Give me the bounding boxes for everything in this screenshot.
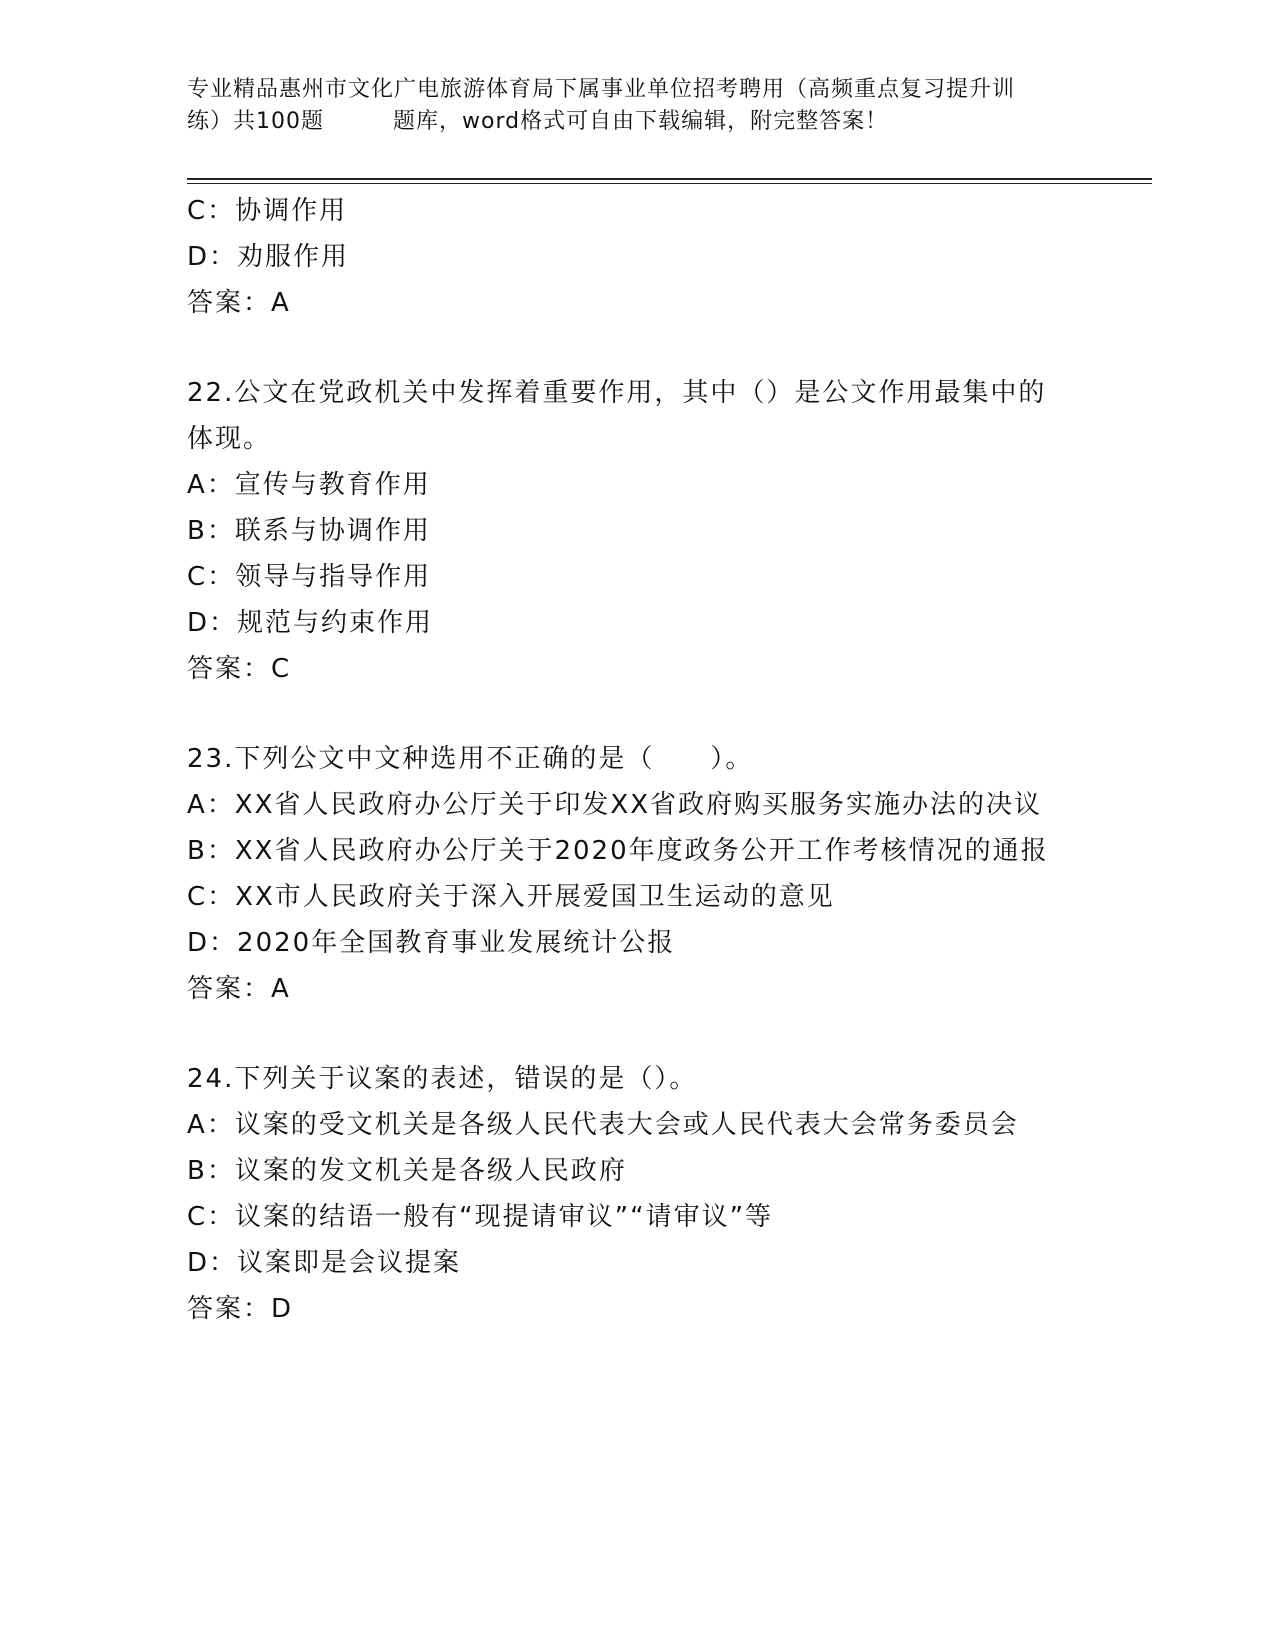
answer-line: 答案：A [187, 288, 291, 318]
option-b: B：议案的发文机关是各级人民政府 [187, 1156, 627, 1186]
answer-line: 答案：A [187, 974, 291, 1004]
header-line-2: 练）共100题 题库，word格式可自由下载编辑，附完整答案！ [187, 109, 889, 134]
header-rule-thin [187, 183, 1152, 184]
question-block-24 [187, 1056, 1147, 1332]
option-c: C：XX市人民政府关于深入开展爱国卫生运动的意见 [187, 882, 835, 912]
option-d: D：议案即是会议提案 [187, 1248, 462, 1278]
option-a: A：议案的受文机关是各级人民代表大会或人民代表大会常务委员会 [187, 1110, 1019, 1140]
option-c: C：议案的结语一般有“现提请审议”“请审议”等 [187, 1202, 774, 1232]
question-stem: 23.下列公文中文种选用不正确的是（ ）。 [187, 744, 754, 774]
header-rule-thick [187, 178, 1152, 180]
question-stem: 22.公文在党政机关中发挥着重要作用，其中（）是公文作用最集中的 [187, 378, 1047, 408]
option-a: A：宣传与教育作用 [187, 470, 431, 500]
option-c: C：协调作用 [187, 196, 348, 226]
option-d: D：规范与约束作用 [187, 608, 434, 638]
question-block-22 [187, 370, 1147, 692]
question-stem: 24.下列关于议案的表述，错误的是（）。 [187, 1064, 698, 1094]
question-list [187, 188, 1147, 1332]
option-c: C：领导与指导作用 [187, 562, 432, 592]
header-line-1: 专业精品惠州市文化广电旅游体育局下属事业单位招考聘用（高频重点复习提升训 [187, 77, 1016, 102]
answer-line: 答案：D [187, 1294, 294, 1324]
answer-line: 答案：C [187, 654, 292, 684]
option-b: B：联系与协调作用 [187, 516, 431, 546]
option-b: B：XX省人民政府办公厅关于2020年度政务公开工作考核情况的通报 [187, 836, 1049, 866]
question-block-prev [187, 188, 1147, 326]
option-a: A：XX省人民政府办公厅关于印发XX省政府购买服务实施办法的决议 [187, 790, 1043, 820]
page-header [187, 74, 1087, 138]
option-d: D：劝服作用 [187, 242, 350, 272]
question-block-23 [187, 736, 1147, 1012]
option-d: D：2020年全国教育事业发展统计公报 [187, 928, 676, 958]
question-stem-cont: 体现。 [187, 424, 272, 454]
